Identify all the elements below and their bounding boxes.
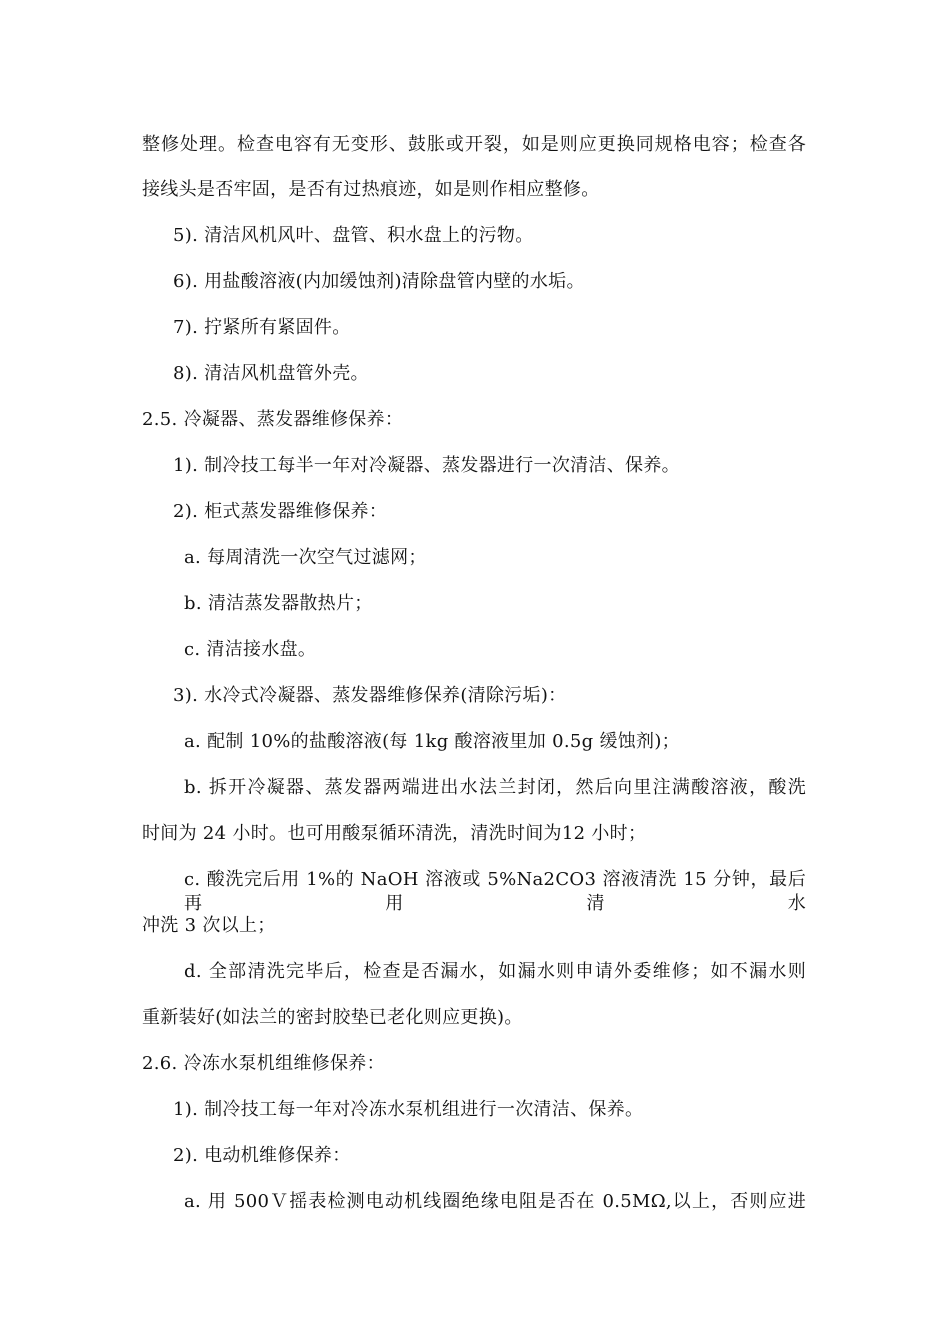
sub-item-c-rinse: c. 酸洗完后用 1%的 NaOH 溶液或 5%Na2CO3 溶液清洗 15 分钟，最后再用清水 bbox=[184, 869, 806, 914]
sub-item-a: a. 每周清洗一次空气过滤网； bbox=[184, 547, 427, 568]
sub-item-a-insulation: a. 用 500Ｖ摇表检测电动机线圈绝缘电阻是否在 0.5MΩ,以上，否则应进 bbox=[184, 1191, 806, 1212]
item-5: 5). 清洁风机风叶、盘管、积水盘上的污物。 bbox=[173, 225, 534, 246]
sub-item-c-continued: 冲洗 3 次以上； bbox=[142, 915, 276, 936]
sub-item-a-acid: a. 配制 10%的盐酸溶液(每 1kg 酸溶液里加 0.5g 缓蚀剂)； bbox=[184, 731, 680, 752]
item-7: 7). 拧紧所有紧固件。 bbox=[173, 317, 351, 338]
item-6: 6). 用盐酸溶液(内加缓蚀剂)清除盘管内壁的水垢。 bbox=[173, 271, 585, 292]
sub-item-c: c. 清洁接水盘。 bbox=[184, 639, 317, 660]
sub-item-b-continued: 时间为 24 小时。也可用酸泵循环清洗，清洗时间为12 小时； bbox=[142, 823, 647, 844]
item-2-motor: 2). 电动机维修保养： bbox=[173, 1145, 351, 1166]
sub-item-b: b. 清洁蒸发器散热片； bbox=[184, 593, 373, 614]
sub-item-d: d. 全部清洗完毕后，检查是否漏水，如漏水则申请外委维修；如不漏水则 bbox=[184, 961, 806, 982]
sub-item-d-continued: 重新装好(如法兰的密封胶垫已老化则应更换)。 bbox=[142, 1007, 523, 1028]
item-3: 3). 水冷式冷凝器、蒸发器维修保养(清除污垢)： bbox=[173, 685, 567, 706]
sub-item-b-open: b. 拆开冷凝器、蒸发器两端进出水法兰封闭，然后向里注满酸溶液，酸洗 bbox=[184, 777, 806, 798]
item-1-pump: 1). 制冷技工每一年对冷冻水泵机组进行一次清洁、保养。 bbox=[173, 1099, 644, 1120]
section-heading-2-6: 2.6. 冷冻水泵机组维修保养： bbox=[142, 1053, 385, 1074]
item-8: 8). 清洁风机盘管外壳。 bbox=[173, 363, 369, 384]
paragraph-line-2: 接线头是否牢固，是否有过热痕迹，如是则作相应整修。 bbox=[142, 179, 600, 200]
item-1: 1). 制冷技工每半一年对冷凝器、蒸发器进行一次清洁、保养。 bbox=[173, 455, 680, 476]
section-heading-2-5: 2.5. 冷凝器、蒸发器维修保养： bbox=[142, 409, 404, 430]
item-2: 2). 柜式蒸发器维修保养： bbox=[173, 501, 388, 522]
paragraph-line-1: 整修处理。检查电容有无变形、鼓胀或开裂，如是则应更换同规格电容；检查各 bbox=[142, 134, 806, 155]
